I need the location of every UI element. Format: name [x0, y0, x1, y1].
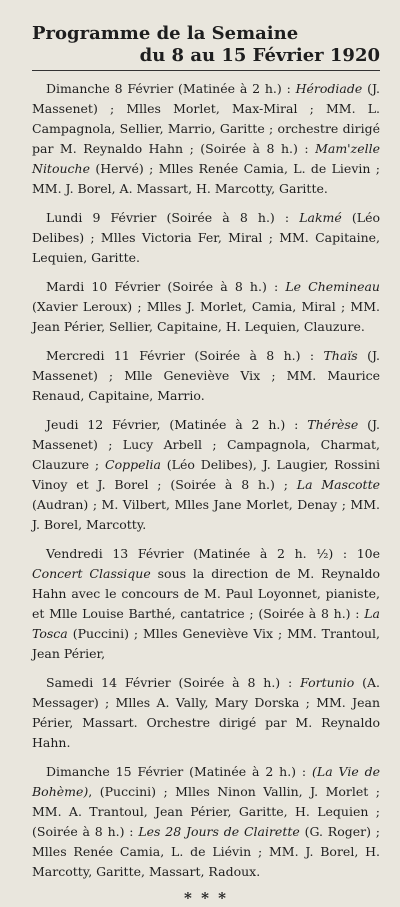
entry-text: (Xavier Leroux) ; Mlles J. Morlet, Camia, Miral ; MM. Jean Périer, Sellier, Capitaine, H. Lequien, Clauzure.	[32, 299, 380, 334]
entry-text: Samedi 14 Février (Soirée à 8 h.) :	[46, 675, 301, 690]
entry-text: (Puccini) ; Mlles Geneviève Vix ; MM. Trantoul, Jean Périer,	[32, 626, 380, 661]
programme-entry	[32, 544, 380, 664]
entry-text: sous la direction de M. Reynaldo Hahn avec le concours de M. Paul Loyonnet, pianiste, et Mlle Louise Barthé, cantatrice ; (Soirée à 8 h.) :	[32, 566, 380, 621]
work-title: Hérodiade	[295, 81, 363, 96]
entry-text: , (Puccini) ; Mlles Ninon Vallin, J. Morlet ; MM. A. Trantoul, Jean Périer, Garitte, H. Lequien ; (Soirée à 8 h.) :	[32, 784, 380, 839]
entry-text: (G. Roger) ; Mlles Renée Camia, L. de Liévin ; MM. J. Borel, H. Marcotty, Garitte, Massart, Radoux.	[32, 824, 380, 879]
programme-entry	[32, 673, 380, 753]
work-title: Concert Classique	[32, 566, 151, 581]
programme-entry	[32, 415, 380, 535]
entry-text: (Léo Delibes) ; Mlles Victoria Fer, Miral ; MM. Capitaine, Lequien, Garitte.	[32, 210, 380, 265]
entry-text: (J. Massenet) ; Mlles Morlet, Max-Miral ; MM. L. Campagnola, Sellier, Marrio, Garitte ; orchestre dirigé par M. Reynaldo Hahn ; (Soirée à 8 h.) :	[32, 81, 380, 156]
page-subtitle: du 8 au 15 Février 1920	[139, 45, 380, 66]
entry-text: Mercredi 11 Février (Soirée à 8 h.) :	[46, 348, 324, 363]
work-title: Mam'zelle Nitouche	[32, 141, 380, 176]
work-title: Thaïs	[323, 348, 358, 363]
entry-text: Mardi 10 Février (Soirée à 8 h.) :	[46, 279, 286, 294]
entry-text: (J. Massenet) ; Mlle Geneviève Vix ; MM. Maurice Renaud, Capitaine, Marrio.	[32, 348, 380, 403]
entry-text: Vendredi 13 Février (Matinée à 2 h. ½) : 10e	[46, 546, 380, 561]
work-title: (La Vie de Bohème)	[32, 764, 380, 799]
work-title: Le Chemineau	[285, 279, 380, 294]
page-title: Programme de la Semaine	[32, 23, 299, 44]
work-title: La Tosca	[32, 606, 380, 641]
entry-text: Lundi 9 Février (Soirée à 8 h.) :	[46, 210, 300, 225]
programme-entry	[32, 208, 380, 268]
entry-text: (Hervé) ; Mlles Renée Camia, L. de Lievin ; MM. J. Borel, A. Massart, H. Marcotty, Garitte.	[32, 161, 380, 196]
programme-entry	[32, 79, 380, 199]
work-title: Coppelia	[105, 457, 161, 472]
entry-text: Jeudi 12 Février, (Matinée à 2 h.) :	[46, 417, 308, 432]
entry-text: (A. Messager) ; Mlles A. Vally, Mary Dorska ; MM. Jean Périer, Massart. Orchestre dirigé par M. Reynaldo Hahn.	[32, 675, 380, 750]
programme-entry	[32, 346, 380, 406]
entry-text: Dimanche 15 Février (Matinée à 2 h.) :	[46, 764, 313, 779]
entry-text: (Léo Delibes), J. Laugier, Rossini Vinoy et J. Borel ; (Soirée à 8 h.) ;	[32, 457, 381, 492]
programme-list	[32, 79, 380, 882]
programme-entry	[32, 277, 380, 337]
work-title: La Mascotte	[296, 477, 380, 492]
work-title: Thérèse	[307, 417, 359, 432]
entry-text: Dimanche 8 Février (Matinée à 2 h.) :	[46, 81, 296, 96]
programme-entry	[32, 762, 380, 882]
closing-asterisks: * * *	[184, 889, 228, 907]
title-divider	[32, 70, 380, 71]
work-title: Lakmé	[299, 210, 342, 225]
entry-text: (J. Massenet) ; Lucy Arbell ; Campagnola, Charmat, Clauzure ;	[32, 417, 380, 472]
work-title: Fortunio	[300, 675, 355, 690]
entry-text: (Audran) ; M. Vilbert, Mlles Jane Morlet, Denay ; MM. J. Borel, Marcotty.	[32, 497, 380, 532]
work-title: Les 28 Jours de Clairette	[138, 824, 300, 839]
